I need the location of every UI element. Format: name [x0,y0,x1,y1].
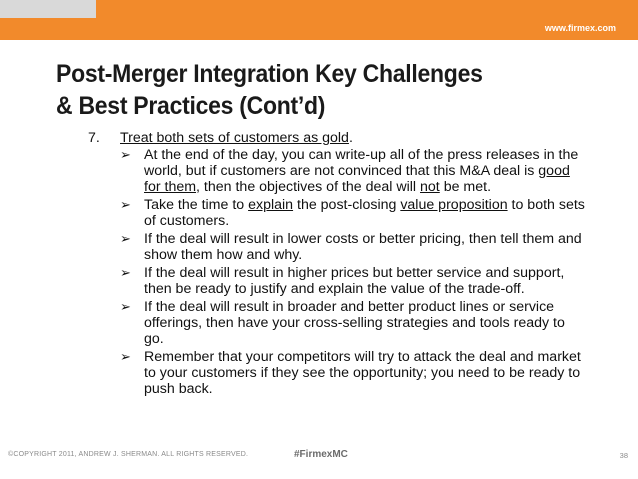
list-item [120,265,588,297]
list-item [120,147,588,195]
slide-title [56,58,571,122]
bullet-text: At the end of the day, you can write-up all of the press releases in the world, but if customers are not convinced that this M&A deal is good for them, then the objectives of the deal will not be met. [144,147,579,195]
bullet-list [120,147,588,397]
bullet-text: Take the time to explain the post-closing value proposition to both sets of customers. [144,197,585,229]
header-url: www.firmex.com [544,23,616,33]
arrow-bullet-icon: ➢ [120,265,131,280]
page-number: 38 [619,451,628,460]
arrow-bullet-icon: ➢ [120,197,131,212]
arrow-bullet-icon: ➢ [120,299,131,314]
numbered-item [88,130,588,146]
item-number: 7. [88,130,100,146]
list-item [120,349,588,397]
arrow-bullet-icon: ➢ [120,349,131,364]
bullet-text: Remember that your competitors will try to attack the deal and market to your customers if they see the opportunity; you need to be ready to push back. [144,349,581,397]
slide-body [88,130,588,399]
bullet-text: If the deal will result in broader and better product lines or service offerings, then have your cross-selling strategies and tools ready to go. [144,299,565,347]
list-item [120,197,588,229]
slide-title-line-2: & Best Practices (Cont’d) [56,92,326,120]
arrow-bullet-icon: ➢ [120,231,131,246]
footer-hashtag: #FirmexMC [294,449,348,460]
header-bar [0,0,638,40]
slide-title-line-1: Post-Merger Integration Key Challenges [56,60,483,88]
item-trailing: . [348,130,353,146]
header-accent-block [0,0,96,18]
arrow-bullet-icon: ➢ [120,147,131,162]
footer-copyright: ©COPYRIGHT 2011, ANDREW J. SHERMAN. ALL RIGHTS RESERVED. [8,451,249,458]
bullet-text: If the deal will result in higher prices but better service and support, then be ready to justify and explain the value of the trade-off. [144,265,565,297]
item-text: Treat both sets of customers as gold [120,130,349,146]
list-item [120,231,588,263]
bullet-text: If the deal will result in lower costs or better pricing, then tell them and show them how and why. [144,231,582,263]
list-item [120,299,588,347]
